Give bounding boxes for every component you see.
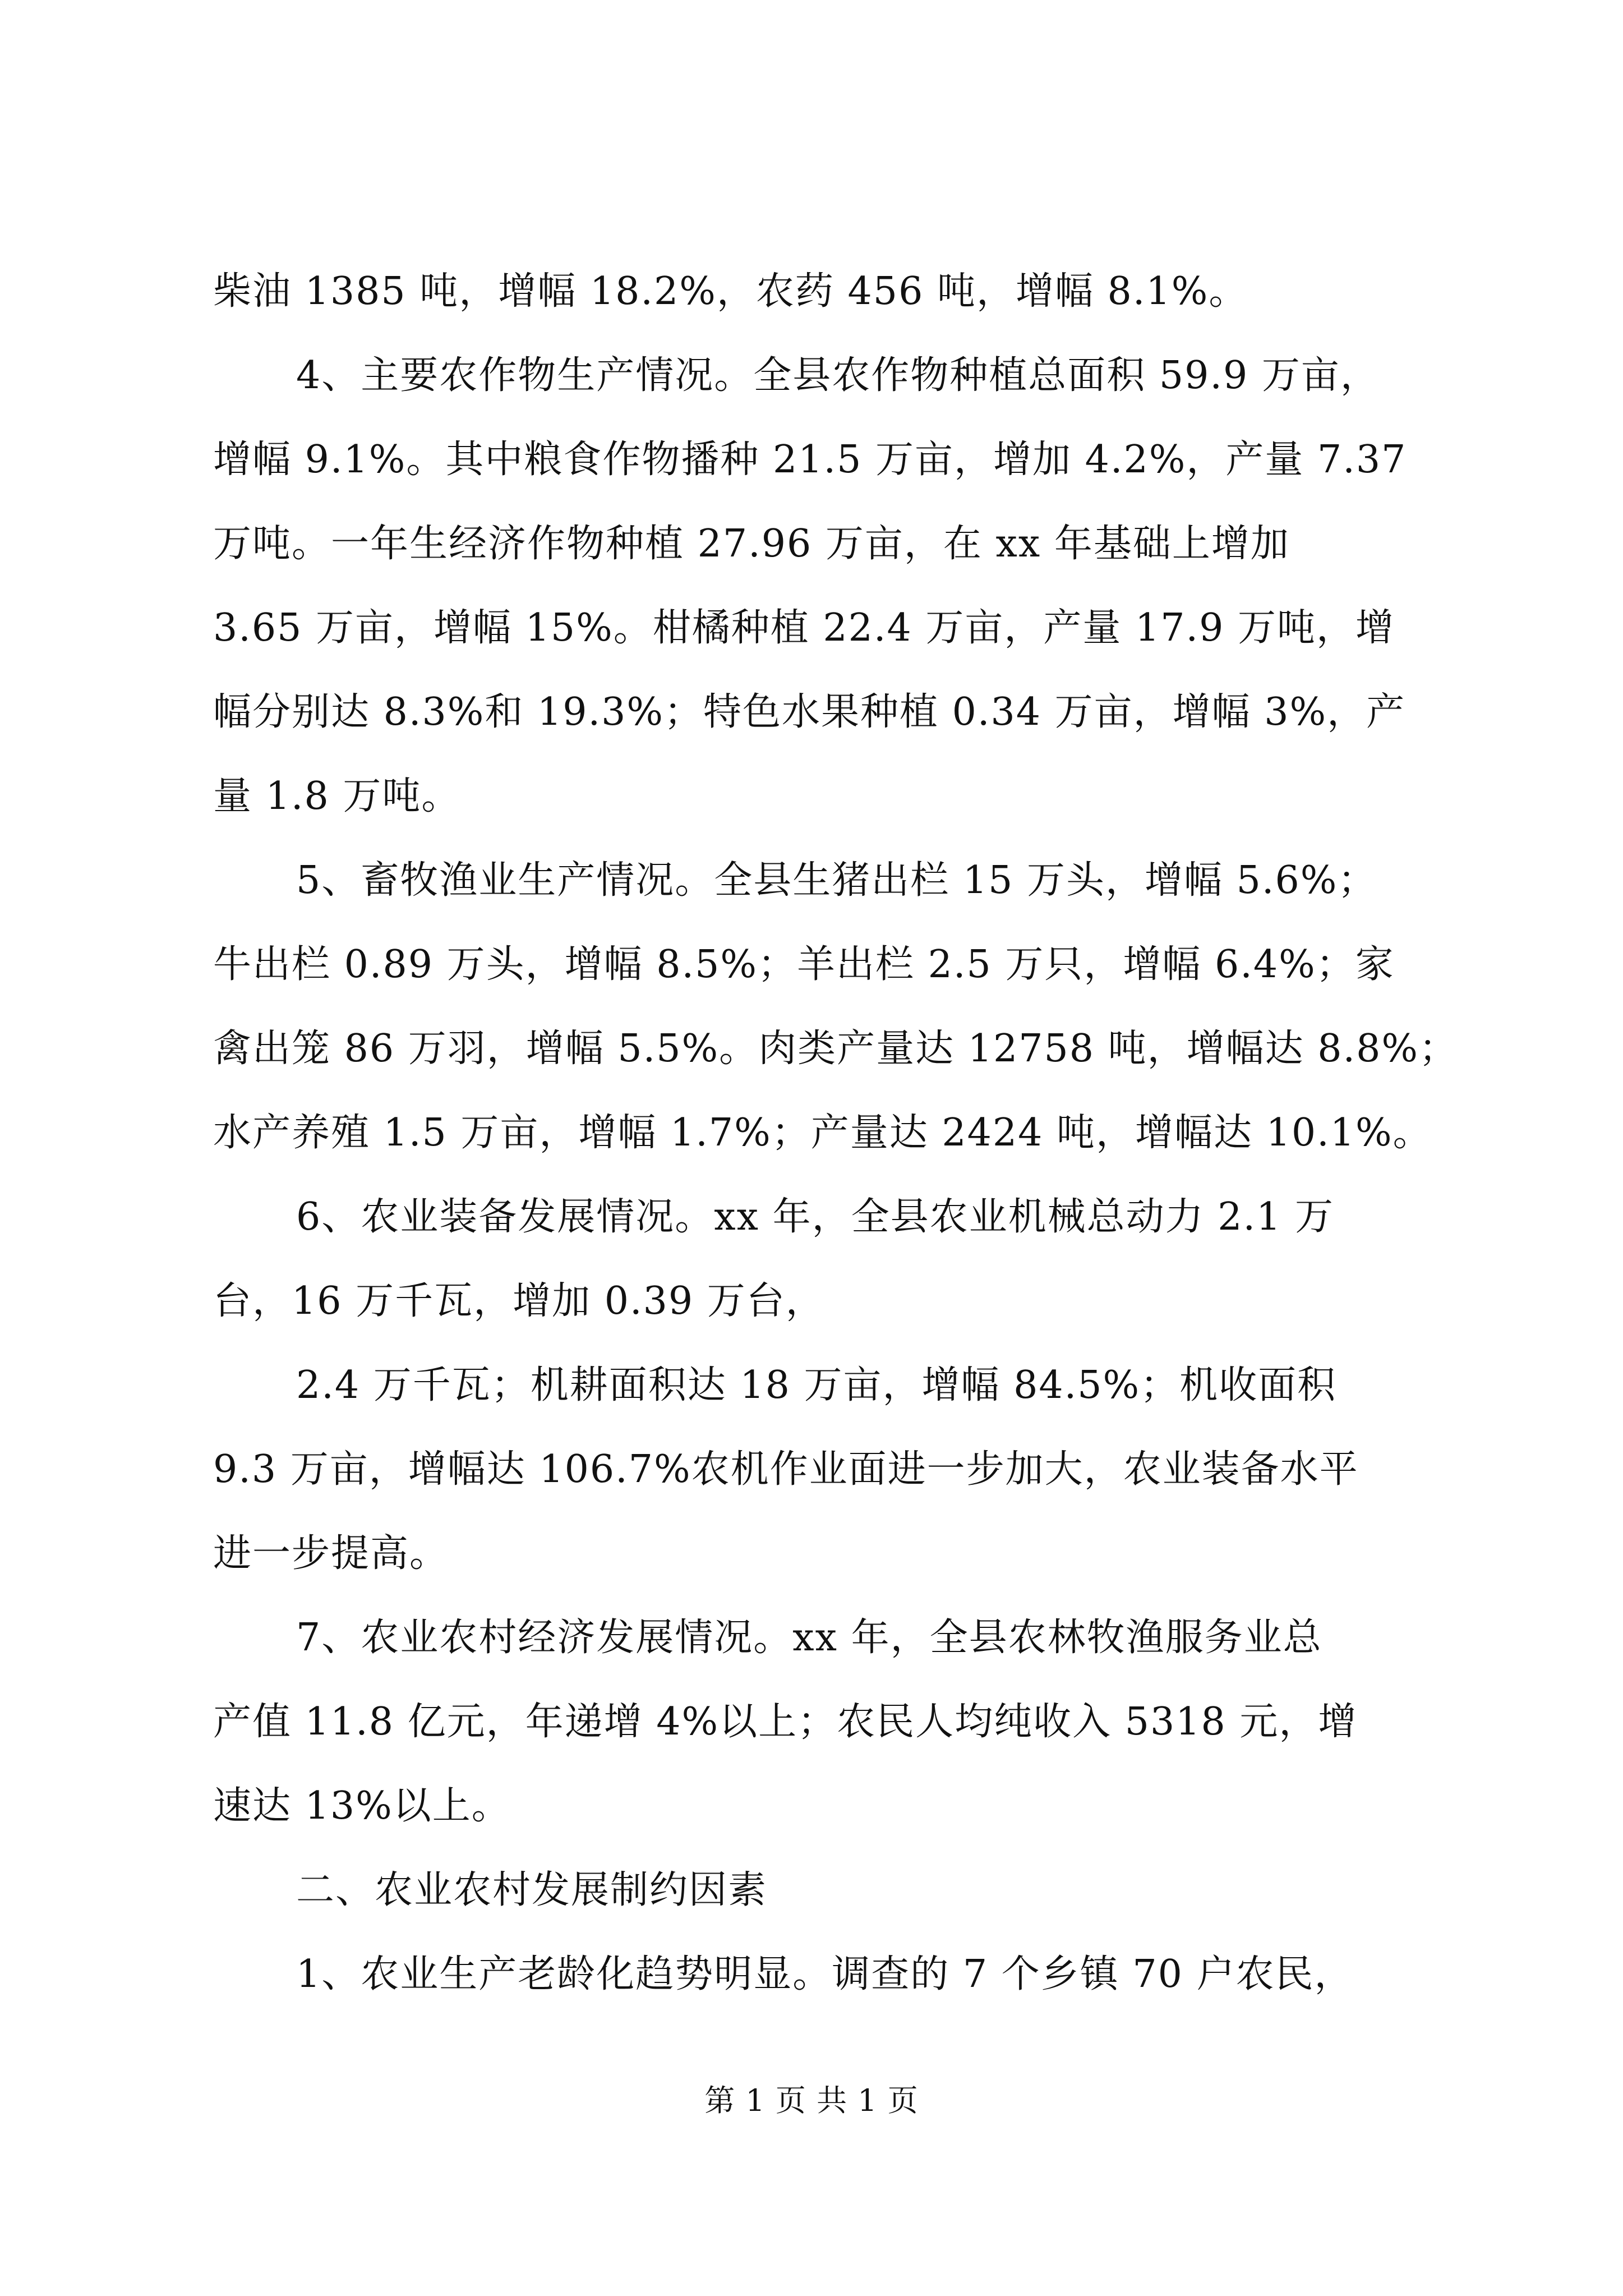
text-line: 3.65 万亩，增幅 15%。柑橘种植 22.4 万亩，产量 17.9 万吨，增 [213, 606, 1395, 650]
text-line: 速达 13%以上。 [213, 1784, 511, 1828]
text-line: 万吨。一年生经济作物种植 27.96 万亩，在 xx 年基础上增加 [213, 522, 1290, 566]
text-line: 4、主要农作物生产情况。全县农作物种植总面积 59.9 万亩， [296, 353, 1380, 398]
text-line: 9.3 万亩，增幅达 106.7%农机作业面进一步加大，农业装备水平 [213, 1447, 1359, 1492]
text-line: 1、农业生产老龄化趋势明显。调查的 7 个乡镇 70 户农民， [296, 1952, 1354, 1996]
text-line: 禽出笼 86 万羽，增幅 5.5%。肉类产量达 12758 吨，增幅达 8.8%； [213, 1027, 1459, 1071]
text-line: 水产养殖 1.5 万亩，增幅 1.7%；产量达 2424 吨，增幅达 10.1%。 [213, 1111, 1432, 1155]
text-line: 7、农业农村经济发展情况。xx 年，全县农林牧渔服务业总 [296, 1616, 1322, 1660]
text-line: 台，16 万千瓦，增加 0.39 万台， [213, 1279, 825, 1323]
text-line: 牛出栏 0.89 万头，增幅 8.5%；羊出栏 2.5 万只，增幅 6.4%；家 [213, 942, 1395, 987]
text-line: 量 1.8 万吨。 [213, 774, 461, 818]
page-footer: 第 1 页 共 1 页 [704, 2083, 919, 2118]
text-line: 6、农业装备发展情况。xx 年，全县农业机械总动力 2.1 万 [296, 1195, 1334, 1239]
text-line: 幅分别达 8.3%和 19.3%；特色水果种植 0.34 万亩，增幅 3%，产 [213, 690, 1406, 734]
text-line: 增幅 9.1%。其中粮食作物播种 21.5 万亩，增加 4.2%，产量 7.37 [213, 438, 1407, 482]
text-line: 2.4 万千瓦；机耕面积达 18 万亩，增幅 84.5%；机收面积 [296, 1363, 1337, 1407]
text-line: 进一步提高。 [213, 1531, 449, 1576]
text-line: 柴油 1385 吨，增幅 18.2%，农药 456 吨，增幅 8.1%。 [213, 269, 1248, 314]
section-heading: 二、农业农村发展制约因素 [296, 1868, 768, 1912]
text-line: 产值 11.8 亿元，年递增 4%以上；农民人均纯收入 5318 元，增 [213, 1700, 1358, 1744]
text-line: 5、畜牧渔业生产情况。全县生猪出栏 15 万头，增幅 5.6%； [296, 858, 1377, 903]
